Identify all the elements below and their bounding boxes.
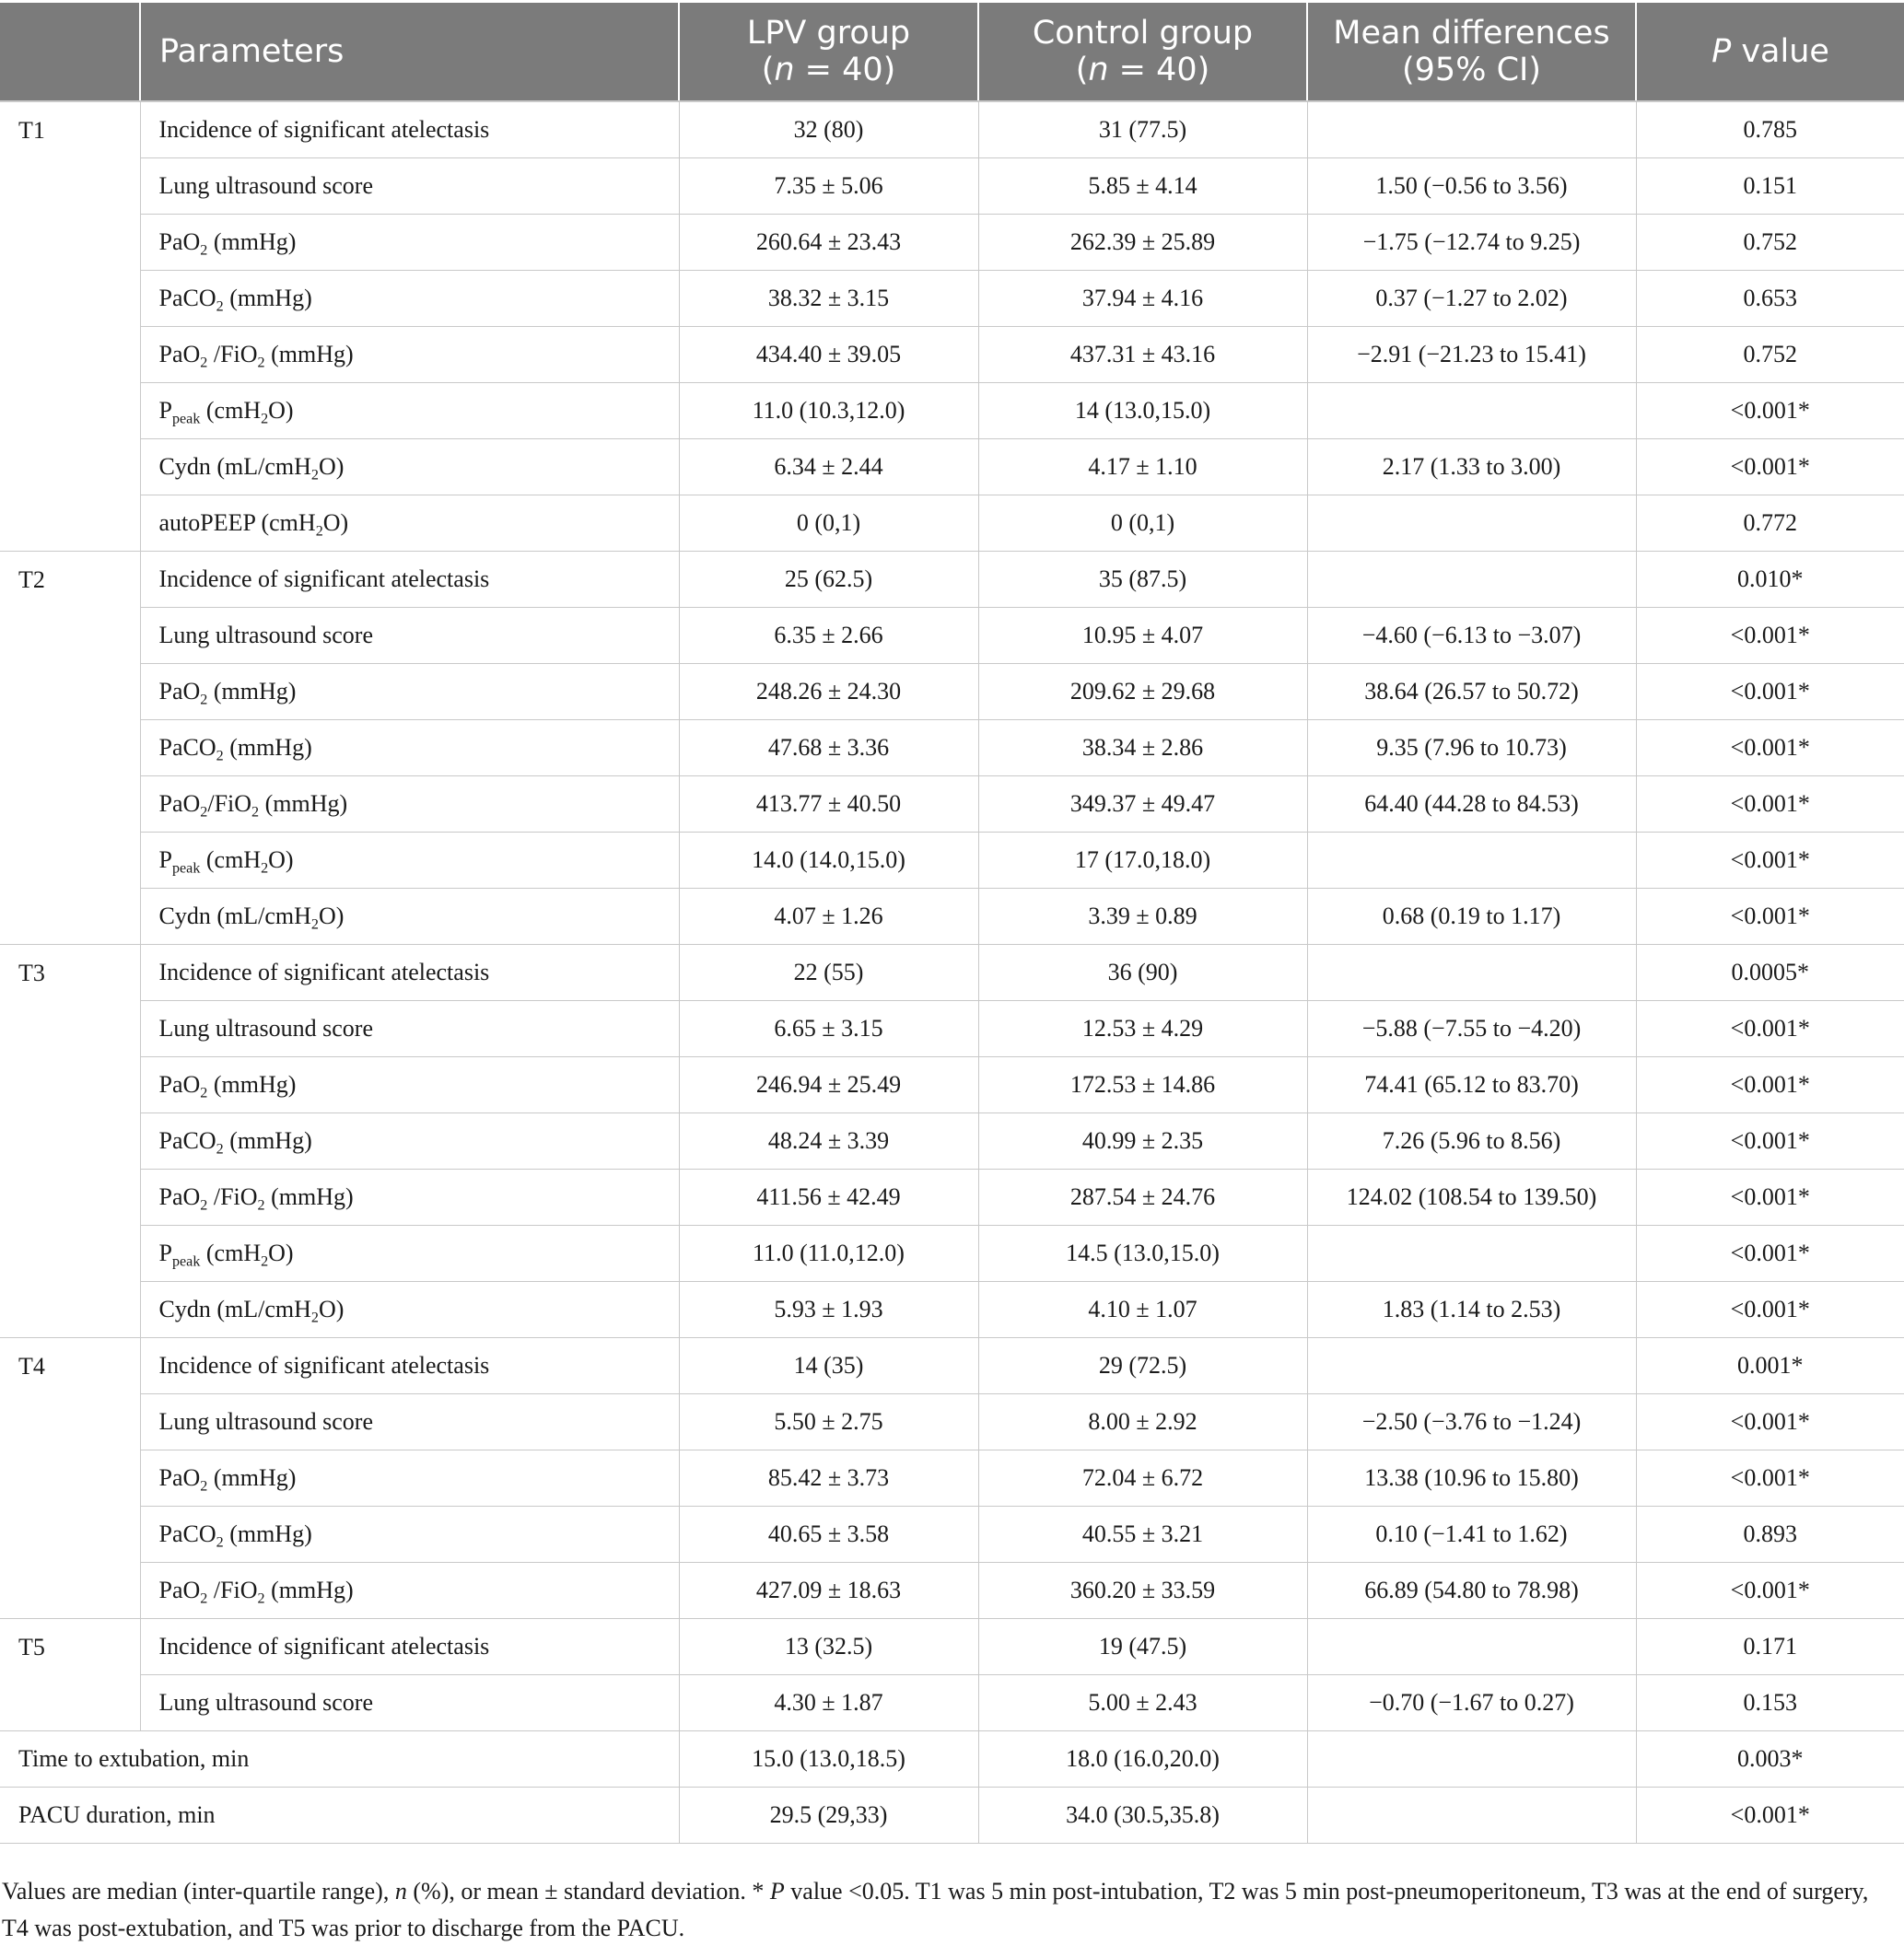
lpv-value: 32 (80) <box>679 101 978 158</box>
param-label: PaO$_2$ (mmHg) <box>140 1057 679 1113</box>
lpv-value: 5.50 ± 2.75 <box>679 1394 978 1450</box>
table-row <box>0 1507 1904 1563</box>
control-value: 12.53 ± 4.29 <box>978 1001 1307 1057</box>
mean-difference <box>1307 1731 1636 1788</box>
control-value: 0 (0,1) <box>978 495 1307 552</box>
param-label: PaO$_2$ (mmHg) <box>140 1450 679 1507</box>
header-mean-differences: Mean differences (95% CI) <box>1307 3 1636 101</box>
param-label: PaO$_2$/FiO$_2$ (mmHg) <box>140 776 679 833</box>
p-value: <0.001* <box>1636 1001 1904 1057</box>
p-value: <0.001* <box>1636 1170 1904 1226</box>
lpv-value: 47.68 ± 3.36 <box>679 720 978 776</box>
control-value: 14 (13.0,15.0) <box>978 383 1307 439</box>
param-label: Lung ultrasound score <box>140 1001 679 1057</box>
table-row <box>0 271 1904 327</box>
control-value: 19 (47.5) <box>978 1619 1307 1675</box>
table-row <box>0 1788 1904 1844</box>
param-label: PaCO$_2$ (mmHg) <box>140 1113 679 1170</box>
control-value: 40.55 ± 3.21 <box>978 1507 1307 1563</box>
lpv-value: 13 (32.5) <box>679 1619 978 1675</box>
lpv-value: 246.94 ± 25.49 <box>679 1057 978 1113</box>
p-value: <0.001* <box>1636 1282 1904 1338</box>
control-value: 38.34 ± 2.86 <box>978 720 1307 776</box>
param-label: PaO$_2$ /FiO$_2$ (mmHg) <box>140 327 679 383</box>
table-row <box>0 158 1904 215</box>
control-value: 349.37 ± 49.47 <box>978 776 1307 833</box>
param-label: Incidence of significant atelectasis <box>140 552 679 608</box>
mean-difference <box>1307 552 1636 608</box>
param-label: Incidence of significant atelectasis <box>140 101 679 158</box>
table-row <box>0 1113 1904 1170</box>
mean-difference: −4.60 (−6.13 to −3.07) <box>1307 608 1636 664</box>
mean-difference <box>1307 495 1636 552</box>
table-row <box>0 720 1904 776</box>
lpv-value: 4.30 ± 1.87 <box>679 1675 978 1731</box>
table-row <box>0 1619 1904 1675</box>
table-row <box>0 101 1904 158</box>
param-label: PaCO$_2$ (mmHg) <box>140 271 679 327</box>
param-label: PaO$_2$ /FiO$_2$ (mmHg) <box>140 1563 679 1619</box>
param-label: PaCO$_2$ (mmHg) <box>140 720 679 776</box>
p-value: 0.772 <box>1636 495 1904 552</box>
group-label-t4: T4 <box>0 1338 140 1619</box>
control-value: 36 (90) <box>978 945 1307 1001</box>
mean-difference <box>1307 1619 1636 1675</box>
control-value: 37.94 ± 4.16 <box>978 271 1307 327</box>
p-value: 0.653 <box>1636 271 1904 327</box>
table-row <box>0 833 1904 889</box>
param-label: Lung ultrasound score <box>140 158 679 215</box>
p-value: <0.001* <box>1636 1563 1904 1619</box>
p-value: <0.001* <box>1636 720 1904 776</box>
lpv-value: 434.40 ± 39.05 <box>679 327 978 383</box>
lpv-value: 29.5 (29,33) <box>679 1788 978 1844</box>
header-lpv-group: LPV group (n = 40) <box>679 3 978 101</box>
mean-difference: 38.64 (26.57 to 50.72) <box>1307 664 1636 720</box>
table-row <box>0 889 1904 945</box>
table-row <box>0 383 1904 439</box>
control-value: 72.04 ± 6.72 <box>978 1450 1307 1507</box>
param-label: $P_{peak}$ (cmH$_2$O) <box>140 833 679 889</box>
control-value: 18.0 (16.0,20.0) <box>978 1731 1307 1788</box>
param-label: Cydn (mL/cmH$_2$O) <box>140 439 679 495</box>
param-label: $P_{peak}$ (cmH$_2$O) <box>140 1226 679 1282</box>
p-value: <0.001* <box>1636 608 1904 664</box>
mean-difference: 7.26 (5.96 to 8.56) <box>1307 1113 1636 1170</box>
p-value: 0.785 <box>1636 101 1904 158</box>
lpv-value: 14.0 (14.0,15.0) <box>679 833 978 889</box>
control-value: 5.00 ± 2.43 <box>978 1675 1307 1731</box>
lpv-value: 85.42 ± 3.73 <box>679 1450 978 1507</box>
control-value: 437.31 ± 43.16 <box>978 327 1307 383</box>
control-value: 34.0 (30.5,35.8) <box>978 1788 1307 1844</box>
mean-difference: 66.89 (54.80 to 78.98) <box>1307 1563 1636 1619</box>
param-label-pacu: PACU duration, min <box>0 1788 679 1844</box>
lpv-value: 5.93 ± 1.93 <box>679 1282 978 1338</box>
control-value: 14.5 (13.0,15.0) <box>978 1226 1307 1282</box>
control-value: 4.17 ± 1.10 <box>978 439 1307 495</box>
control-value: 5.85 ± 4.14 <box>978 158 1307 215</box>
mean-difference: −5.88 (−7.55 to −4.20) <box>1307 1001 1636 1057</box>
control-value: 209.62 ± 29.68 <box>978 664 1307 720</box>
lpv-value: 6.35 ± 2.66 <box>679 608 978 664</box>
lpv-value: 4.07 ± 1.26 <box>679 889 978 945</box>
param-label: PaO$_2$ /FiO$_2$ (mmHg) <box>140 1170 679 1226</box>
mean-difference: 64.40 (44.28 to 84.53) <box>1307 776 1636 833</box>
mean-difference <box>1307 1338 1636 1394</box>
table-row <box>0 945 1904 1001</box>
lpv-value: 413.77 ± 40.50 <box>679 776 978 833</box>
header-control-group: Control group (n = 40) <box>978 3 1307 101</box>
p-value: 0.001* <box>1636 1338 1904 1394</box>
p-value: <0.001* <box>1636 776 1904 833</box>
mean-difference <box>1307 383 1636 439</box>
table-row <box>0 1394 1904 1450</box>
lpv-value: 48.24 ± 3.39 <box>679 1113 978 1170</box>
p-value: <0.001* <box>1636 664 1904 720</box>
header-blank <box>0 3 140 101</box>
mean-difference: −0.70 (−1.67 to 0.27) <box>1307 1675 1636 1731</box>
param-label: Incidence of significant atelectasis <box>140 1619 679 1675</box>
table-row <box>0 776 1904 833</box>
control-value: 17 (17.0,18.0) <box>978 833 1307 889</box>
mean-difference: 74.41 (65.12 to 83.70) <box>1307 1057 1636 1113</box>
mean-difference: 124.02 (108.54 to 139.50) <box>1307 1170 1636 1226</box>
param-label: PaO$_2$ (mmHg) <box>140 215 679 271</box>
mean-difference <box>1307 945 1636 1001</box>
p-value: 0.153 <box>1636 1675 1904 1731</box>
param-label: Lung ultrasound score <box>140 608 679 664</box>
lpv-value: 427.09 ± 18.63 <box>679 1563 978 1619</box>
table-row <box>0 1282 1904 1338</box>
param-label: Lung ultrasound score <box>140 1675 679 1731</box>
mean-difference <box>1307 833 1636 889</box>
group-label-t2: T2 <box>0 552 140 945</box>
table-row <box>0 1001 1904 1057</box>
table-row <box>0 439 1904 495</box>
mean-difference: 2.17 (1.33 to 3.00) <box>1307 439 1636 495</box>
lpv-value: 7.35 ± 5.06 <box>679 158 978 215</box>
table-row <box>0 608 1904 664</box>
control-value: 172.53 ± 14.86 <box>978 1057 1307 1113</box>
param-label: PaCO$_2$ (mmHg) <box>140 1507 679 1563</box>
mean-difference: 9.35 (7.96 to 10.73) <box>1307 720 1636 776</box>
lpv-value: 11.0 (11.0,12.0) <box>679 1226 978 1282</box>
control-value: 29 (72.5) <box>978 1338 1307 1394</box>
group-label-t1: T1 <box>0 101 140 552</box>
param-label: Incidence of significant atelectasis <box>140 945 679 1001</box>
param-label-extubation: Time to extubation, min <box>0 1731 679 1788</box>
control-value: 40.99 ± 2.35 <box>978 1113 1307 1170</box>
table-row <box>0 1563 1904 1619</box>
param-label: PaO$_2$ (mmHg) <box>140 664 679 720</box>
p-value: 0.0005* <box>1636 945 1904 1001</box>
header-parameters: Parameters <box>140 3 679 101</box>
table-row <box>0 552 1904 608</box>
mean-difference: 1.50 (−0.56 to 3.56) <box>1307 158 1636 215</box>
p-value: <0.001* <box>1636 833 1904 889</box>
lpv-value: 22 (55) <box>679 945 978 1001</box>
p-value: 0.752 <box>1636 215 1904 271</box>
control-value: 4.10 ± 1.07 <box>978 1282 1307 1338</box>
table-row <box>0 327 1904 383</box>
p-value: <0.001* <box>1636 1057 1904 1113</box>
mean-difference <box>1307 101 1636 158</box>
control-value: 8.00 ± 2.92 <box>978 1394 1307 1450</box>
lpv-value: 15.0 (13.0,18.5) <box>679 1731 978 1788</box>
mean-difference: 0.37 (−1.27 to 2.02) <box>1307 271 1636 327</box>
p-value: <0.001* <box>1636 1450 1904 1507</box>
lpv-value: 6.34 ± 2.44 <box>679 439 978 495</box>
group-label-t5: T5 <box>0 1619 140 1731</box>
lpv-value: 14 (35) <box>679 1338 978 1394</box>
control-value: 31 (77.5) <box>978 101 1307 158</box>
p-value: 0.171 <box>1636 1619 1904 1675</box>
p-value: <0.001* <box>1636 383 1904 439</box>
param-label: Cydn (mL/cmH$_2$O) <box>140 1282 679 1338</box>
lpv-value: 40.65 ± 3.58 <box>679 1507 978 1563</box>
table-row <box>0 664 1904 720</box>
control-value: 287.54 ± 24.76 <box>978 1170 1307 1226</box>
p-value: 0.893 <box>1636 1507 1904 1563</box>
mean-difference: 0.68 (0.19 to 1.17) <box>1307 889 1636 945</box>
table-row <box>0 215 1904 271</box>
table-row <box>0 1226 1904 1282</box>
p-value: 0.003* <box>1636 1731 1904 1788</box>
table-row <box>0 1338 1904 1394</box>
p-value: <0.001* <box>1636 1394 1904 1450</box>
param-label: autoPEEP (cmH$_2$O) <box>140 495 679 552</box>
p-value: 0.151 <box>1636 158 1904 215</box>
group-label-t3: T3 <box>0 945 140 1338</box>
p-value: <0.001* <box>1636 1113 1904 1170</box>
table-row <box>0 1731 1904 1788</box>
mean-difference <box>1307 1226 1636 1282</box>
param-label: $P_{peak}$ (cmH$_2$O) <box>140 383 679 439</box>
mean-difference <box>1307 1788 1636 1844</box>
table-row <box>0 1170 1904 1226</box>
lpv-value: 0 (0,1) <box>679 495 978 552</box>
table-row <box>0 1675 1904 1731</box>
param-label: Cydn (mL/cmH$_2$O) <box>140 889 679 945</box>
control-value: 3.39 ± 0.89 <box>978 889 1307 945</box>
table-row <box>0 1450 1904 1507</box>
lpv-value: 38.32 ± 3.15 <box>679 271 978 327</box>
control-value: 10.95 ± 4.07 <box>978 608 1307 664</box>
p-value: 0.010* <box>1636 552 1904 608</box>
lpv-value: 260.64 ± 23.43 <box>679 215 978 271</box>
param-label: Incidence of significant atelectasis <box>140 1338 679 1394</box>
mean-difference: 0.10 (−1.41 to 1.62) <box>1307 1507 1636 1563</box>
header-row <box>0 3 1904 101</box>
results-table <box>0 3 1904 1844</box>
p-value: <0.001* <box>1636 1226 1904 1282</box>
p-value: <0.001* <box>1636 439 1904 495</box>
table-row <box>0 1057 1904 1113</box>
control-value: 35 (87.5) <box>978 552 1307 608</box>
header-p-value: P value <box>1636 3 1904 101</box>
mean-difference: −1.75 (−12.74 to 9.25) <box>1307 215 1636 271</box>
control-value: 360.20 ± 33.59 <box>978 1563 1307 1619</box>
table-footnote: Values are median (inter-quartile range), n (%), or mean ± standard deviation. * P value <0.05. T1 was 5 min post-intubation, T2 was 5 min post-pneumoperitoneum, T3 was at the end of surgery, T4 was post-extubation, and T5 was prior to discharge from the PACU. <box>2 1878 1869 1941</box>
control-value: 262.39 ± 25.89 <box>978 215 1307 271</box>
lpv-value: 25 (62.5) <box>679 552 978 608</box>
mean-difference: 1.83 (1.14 to 2.53) <box>1307 1282 1636 1338</box>
lpv-value: 11.0 (10.3,12.0) <box>679 383 978 439</box>
lpv-value: 411.56 ± 42.49 <box>679 1170 978 1226</box>
param-label: Lung ultrasound score <box>140 1394 679 1450</box>
lpv-value: 6.65 ± 3.15 <box>679 1001 978 1057</box>
lpv-value: 248.26 ± 24.30 <box>679 664 978 720</box>
mean-difference: −2.50 (−3.76 to −1.24) <box>1307 1394 1636 1450</box>
p-value: <0.001* <box>1636 1788 1904 1844</box>
mean-difference: −2.91 (−21.23 to 15.41) <box>1307 327 1636 383</box>
p-value: <0.001* <box>1636 889 1904 945</box>
mean-difference: 13.38 (10.96 to 15.80) <box>1307 1450 1636 1507</box>
p-value: 0.752 <box>1636 327 1904 383</box>
table-row <box>0 495 1904 552</box>
